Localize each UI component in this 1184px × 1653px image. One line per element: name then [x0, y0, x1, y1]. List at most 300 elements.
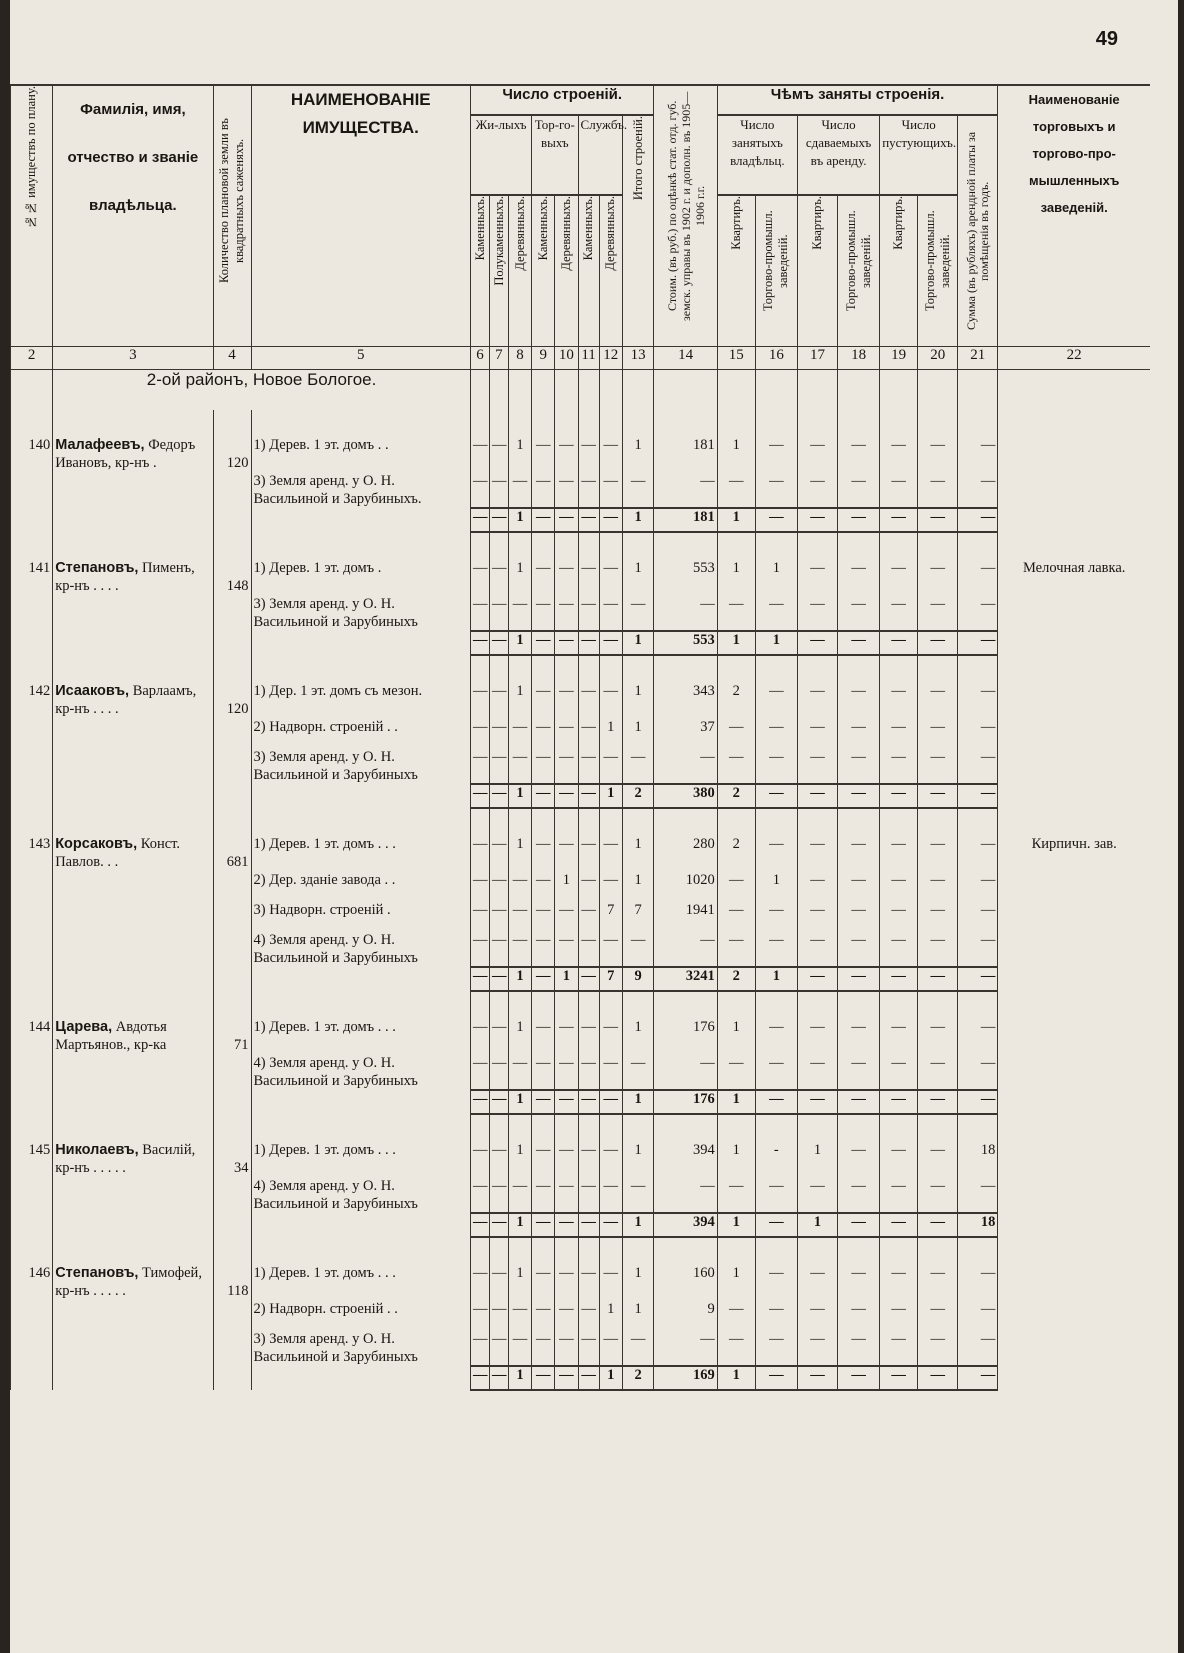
cell-value: —	[470, 835, 489, 871]
cell-value: —	[838, 748, 880, 784]
total-value: —	[918, 631, 958, 655]
total-value: —	[755, 1213, 797, 1237]
cell-value: —	[958, 748, 998, 784]
cell-value: 181	[654, 436, 717, 472]
total-value: —	[797, 1090, 837, 1114]
owner-details: Варлаамъ, кр-нъ . . . .	[55, 683, 197, 717]
land-area-value: 120	[226, 701, 249, 717]
cell-value: —	[599, 682, 622, 718]
total-value: —	[470, 508, 489, 532]
cell-value: 1	[508, 1018, 531, 1054]
cell-value: —	[797, 1264, 837, 1300]
total-value: —	[838, 631, 880, 655]
cell-value: —	[654, 472, 717, 508]
total-value: —	[489, 1213, 508, 1237]
cell-value: 1	[508, 559, 531, 595]
property-item-row	[11, 1141, 1151, 1177]
cell-value: —	[755, 901, 797, 931]
total-value: —	[555, 1213, 578, 1237]
cell-value: —	[555, 1264, 578, 1300]
entry-number: 140	[11, 436, 53, 472]
land-area	[213, 1141, 251, 1177]
owner-details: Тимофей, кр-нъ . . . . .	[55, 1265, 202, 1299]
header-owner-apartments: Квартиръ.	[717, 195, 755, 347]
column-number: 17	[797, 347, 837, 370]
cell-value: —	[622, 1177, 654, 1213]
cell-value: —	[599, 931, 622, 967]
cell-value: —	[838, 1264, 880, 1300]
cell-value: —	[555, 1177, 578, 1213]
cell-value: 1	[717, 1141, 755, 1177]
owner-name	[53, 1141, 213, 1177]
cell-value: —	[622, 1054, 654, 1090]
header-trade-names: Наименованіе торговыхъ и торгово-про- мышленныхъ заведеній.	[998, 85, 1150, 347]
total-value: —	[532, 1213, 555, 1237]
cell-value: 1	[622, 871, 654, 901]
cell-value: —	[958, 1054, 998, 1090]
cell-value: —	[755, 472, 797, 508]
total-value: —	[918, 784, 958, 808]
header-living: Жи-лыхъ	[470, 115, 531, 195]
cell-value: —	[880, 1141, 918, 1177]
entry-total-row	[11, 784, 1151, 808]
land-area	[213, 1264, 251, 1300]
cell-value: —	[797, 1177, 837, 1213]
header-service: Службъ.	[578, 115, 622, 195]
cell-value: —	[958, 1264, 998, 1300]
cell-value: —	[654, 595, 717, 631]
cell-value: —	[918, 931, 958, 967]
cell-value: —	[470, 1177, 489, 1213]
cell-value: —	[508, 472, 531, 508]
entry-total-row	[11, 1213, 1151, 1237]
cell-value: —	[838, 718, 880, 748]
cell-value: —	[508, 1177, 531, 1213]
cell-value: 1	[717, 1264, 755, 1300]
cell-value: —	[880, 1264, 918, 1300]
cell-value: 1	[622, 1141, 654, 1177]
total-value: —	[958, 1366, 998, 1390]
cell-value: —	[918, 1300, 958, 1330]
total-value: 1	[755, 967, 797, 991]
total-value: —	[599, 1090, 622, 1114]
cell-value: —	[797, 1330, 837, 1366]
cell-value: —	[599, 1141, 622, 1177]
cell-value: —	[755, 1264, 797, 1300]
total-value: —	[470, 784, 489, 808]
total-value: —	[918, 967, 958, 991]
property-item-row	[11, 871, 1151, 901]
cell-value: 1	[555, 871, 578, 901]
cell-value: —	[532, 559, 555, 595]
property-name: 1) Дерев. 1 эт. домъ . . .	[251, 1264, 470, 1300]
cell-value: —	[532, 1264, 555, 1300]
cell-value: —	[470, 472, 489, 508]
total-value: —	[599, 1213, 622, 1237]
cell-value: —	[797, 1018, 837, 1054]
property-item-row	[11, 1264, 1151, 1300]
total-value: 7	[599, 967, 622, 991]
cell-value: —	[654, 931, 717, 967]
cell-value: —	[918, 748, 958, 784]
cell-value: —	[880, 1330, 918, 1366]
cell-value: —	[555, 472, 578, 508]
cell-value: 1	[622, 1264, 654, 1300]
cell-value: —	[918, 718, 958, 748]
total-value: 18	[958, 1213, 998, 1237]
cell-value: —	[578, 835, 599, 871]
cell-value: —	[599, 1177, 622, 1213]
cell-value: —	[838, 1177, 880, 1213]
column-number: 13	[622, 347, 654, 370]
cell-value: 1	[797, 1141, 837, 1177]
cell-value: —	[489, 1018, 508, 1054]
cell-value: —	[918, 1330, 958, 1366]
header-service-wooden: Деревянныхъ.	[599, 195, 622, 347]
entry-number: 141	[11, 559, 53, 595]
cell-value: —	[958, 718, 998, 748]
cell-value: 1020	[654, 871, 717, 901]
cell-value: 2	[717, 682, 755, 718]
cell-value: —	[578, 718, 599, 748]
land-area-value: 681	[226, 854, 249, 870]
total-value: —	[958, 631, 998, 655]
cell-value: 394	[654, 1141, 717, 1177]
header-owner-occupied: Число занятыхъ владѣльц.	[717, 115, 797, 195]
total-value: —	[489, 508, 508, 532]
cell-value: —	[755, 436, 797, 472]
land-area	[213, 436, 251, 472]
cell-value: —	[578, 1141, 599, 1177]
cell-value: —	[880, 1054, 918, 1090]
total-value: 1	[717, 1090, 755, 1114]
total-value: 1	[508, 1366, 531, 1390]
total-value: —	[489, 784, 508, 808]
cell-value: —	[958, 595, 998, 631]
cell-value: —	[489, 748, 508, 784]
total-value: —	[532, 508, 555, 532]
land-area-value: 148	[226, 578, 249, 594]
cell-value: —	[755, 718, 797, 748]
total-value: 1	[717, 1213, 755, 1237]
property-name: 1) Дер. 1 эт. домъ съ мезон.	[251, 682, 470, 718]
cell-value: —	[958, 436, 998, 472]
total-value: 1	[508, 508, 531, 532]
trade-establishment	[998, 1018, 1150, 1054]
total-value: 176	[654, 1090, 717, 1114]
total-value: 1	[555, 967, 578, 991]
cell-value: —	[470, 931, 489, 967]
cell-value: 2	[717, 835, 755, 871]
cell-value: —	[717, 472, 755, 508]
cell-value: —	[838, 559, 880, 595]
total-value: —	[755, 1366, 797, 1390]
cell-value: —	[489, 1300, 508, 1330]
cell-value: —	[958, 559, 998, 595]
cell-value: —	[489, 871, 508, 901]
cell-value: —	[880, 871, 918, 901]
cell-value: —	[470, 748, 489, 784]
cell-value: —	[470, 1141, 489, 1177]
total-value: —	[838, 1090, 880, 1114]
header-rent-apartments: Квартиръ.	[797, 195, 837, 347]
district-title: 2-ой районъ, Новое Бологое.	[53, 370, 471, 411]
entry-total-row	[11, 631, 1151, 655]
cell-value: —	[470, 871, 489, 901]
cell-value: —	[578, 559, 599, 595]
cell-value: —	[470, 436, 489, 472]
property-name: 1) Дерев. 1 эт. домъ .	[251, 559, 470, 595]
header-land-area: Количество плановой земли въ квадратныхъ саженяхъ.	[213, 85, 251, 347]
cell-value: —	[470, 901, 489, 931]
cell-value: 1	[622, 436, 654, 472]
cell-value: —	[599, 1054, 622, 1090]
cell-value: —	[532, 1330, 555, 1366]
property-item-row	[11, 1177, 1151, 1213]
total-value: —	[880, 1213, 918, 1237]
property-item-row	[11, 718, 1151, 748]
total-value: —	[532, 967, 555, 991]
cell-value: —	[508, 1054, 531, 1090]
column-number: 19	[880, 347, 918, 370]
total-value: —	[578, 1090, 599, 1114]
entry-total-row	[11, 1090, 1151, 1114]
total-value: —	[838, 508, 880, 532]
header-rent-sum: Сумма (въ рубляхъ) арендной платы за помѣщенія въ годъ.	[958, 115, 998, 347]
header-trade-stone: Каменныхъ.	[532, 195, 555, 347]
cell-value: —	[717, 1177, 755, 1213]
cell-value: 7	[599, 901, 622, 931]
cell-value: —	[532, 1300, 555, 1330]
cell-value: —	[838, 1054, 880, 1090]
cell-value: —	[578, 1018, 599, 1054]
cell-value: —	[918, 1018, 958, 1054]
total-value: —	[958, 784, 998, 808]
total-value: 1	[622, 1090, 654, 1114]
cell-value: —	[838, 472, 880, 508]
spacer-row	[11, 410, 1151, 436]
cell-value: —	[555, 835, 578, 871]
column-number: 11	[578, 347, 599, 370]
total-value: —	[532, 1366, 555, 1390]
total-value: —	[838, 784, 880, 808]
total-value: —	[555, 1366, 578, 1390]
cell-value: —	[838, 871, 880, 901]
total-value: 1	[599, 784, 622, 808]
total-value: 1	[508, 631, 531, 655]
cell-value: 1	[622, 835, 654, 871]
column-number: 15	[717, 347, 755, 370]
total-value: 553	[654, 631, 717, 655]
cell-value: —	[880, 718, 918, 748]
total-value: —	[880, 967, 918, 991]
property-item-row	[11, 559, 1151, 595]
owner-surname: Малафеевъ,	[55, 437, 145, 453]
column-number: 7	[489, 347, 508, 370]
property-name: 3) Земля аренд. у О. Н. Васильиной и Зарубиныхъ	[251, 748, 470, 784]
total-value: —	[578, 1366, 599, 1390]
cell-value: —	[797, 595, 837, 631]
cell-value: —	[470, 1054, 489, 1090]
cell-value: —	[838, 1300, 880, 1330]
total-value: —	[489, 1090, 508, 1114]
cell-value: —	[508, 871, 531, 901]
cell-value: 1	[508, 682, 531, 718]
total-value: —	[918, 1366, 958, 1390]
cell-value: —	[797, 436, 837, 472]
land-area-value: 118	[227, 1283, 249, 1299]
property-item-row	[11, 835, 1151, 871]
cell-value: —	[918, 871, 958, 901]
column-number: 18	[838, 347, 880, 370]
column-number: 9	[532, 347, 555, 370]
cell-value: —	[880, 682, 918, 718]
cell-value: —	[958, 682, 998, 718]
cell-value: —	[880, 595, 918, 631]
total-value: 1	[508, 1213, 531, 1237]
cell-value: —	[622, 1330, 654, 1366]
total-value: —	[880, 784, 918, 808]
header-empty-trade: Торгово-промышл. заведеній.	[918, 195, 958, 347]
total-value: —	[918, 1213, 958, 1237]
cell-value: —	[555, 595, 578, 631]
owner-name	[53, 835, 213, 871]
cell-value: —	[555, 748, 578, 784]
cell-value: —	[489, 1054, 508, 1090]
cell-value: —	[838, 1330, 880, 1366]
cell-value: —	[654, 1177, 717, 1213]
cell-value: —	[599, 871, 622, 901]
cell-value: —	[755, 1300, 797, 1330]
cell-value: —	[880, 901, 918, 931]
spacer-row	[11, 991, 1151, 1018]
cell-value: —	[555, 1330, 578, 1366]
cell-value: —	[508, 595, 531, 631]
owner-details: Василій, кр-нъ . . . . .	[55, 1142, 196, 1176]
cell-value: -	[755, 1141, 797, 1177]
cell-value: —	[578, 595, 599, 631]
cell-value: 9	[654, 1300, 717, 1330]
total-value: 1	[622, 631, 654, 655]
cell-value: —	[958, 1177, 998, 1213]
cell-value: —	[532, 931, 555, 967]
cell-value: —	[578, 871, 599, 901]
cell-value: —	[880, 748, 918, 784]
cell-value: —	[470, 682, 489, 718]
cell-value: —	[717, 718, 755, 748]
cell-value: —	[578, 931, 599, 967]
owner-name	[53, 436, 213, 472]
total-value: 169	[654, 1366, 717, 1390]
cell-value: —	[918, 436, 958, 472]
cell-value: 1	[599, 718, 622, 748]
cell-value: 343	[654, 682, 717, 718]
total-value: —	[532, 1090, 555, 1114]
cell-value: —	[958, 901, 998, 931]
trade-establishment	[998, 1264, 1150, 1300]
cell-value: 7	[622, 901, 654, 931]
cell-value: —	[654, 748, 717, 784]
total-value: —	[880, 1090, 918, 1114]
header-owner-trade: Торгово-промышл. заведеній.	[755, 195, 797, 347]
total-value: —	[599, 508, 622, 532]
header-empty-apartments: Квартиръ.	[880, 195, 918, 347]
cell-value: —	[918, 835, 958, 871]
cell-value: 18	[958, 1141, 998, 1177]
cell-value: —	[578, 1264, 599, 1300]
cell-value: —	[958, 472, 998, 508]
header-trade: Тор-го-выхъ	[532, 115, 578, 195]
total-value: 2	[622, 784, 654, 808]
cell-value: —	[797, 931, 837, 967]
entry-number: 144	[11, 1018, 53, 1054]
property-item-row	[11, 682, 1151, 718]
cell-value: —	[508, 748, 531, 784]
column-number: 10	[555, 347, 578, 370]
total-value: —	[532, 784, 555, 808]
cell-value: —	[599, 1330, 622, 1366]
cell-value: —	[918, 1264, 958, 1300]
property-name: 4) Земля аренд. у О. Н. Васильиной и Зарубиныхъ	[251, 1177, 470, 1213]
property-name: 2) Надворн. строеній . .	[251, 1300, 470, 1330]
land-area	[213, 682, 251, 718]
total-value: —	[489, 967, 508, 991]
land-area-value: 71	[234, 1037, 249, 1053]
cell-value: —	[918, 682, 958, 718]
property-item-row	[11, 436, 1151, 472]
column-number: 22	[998, 347, 1150, 370]
total-value: —	[797, 508, 837, 532]
cell-value: —	[555, 931, 578, 967]
total-value: —	[578, 967, 599, 991]
entry-number: 146	[11, 1264, 53, 1300]
total-value: —	[755, 1090, 797, 1114]
cell-value: —	[622, 472, 654, 508]
cell-value: —	[599, 559, 622, 595]
entry-number: 143	[11, 835, 53, 871]
cell-value: 1	[755, 871, 797, 901]
column-number: 5	[251, 347, 470, 370]
cell-value: —	[838, 1141, 880, 1177]
owner-name	[53, 1264, 213, 1300]
total-value: 1	[508, 784, 531, 808]
column-number: 6	[470, 347, 489, 370]
total-value: —	[555, 508, 578, 532]
header-trade-wooden: Деревянныхъ.	[555, 195, 578, 347]
cell-value: —	[555, 1054, 578, 1090]
entry-number: 145	[11, 1141, 53, 1177]
cell-value: —	[532, 472, 555, 508]
trade-establishment: Мелочная лавка.	[998, 559, 1150, 595]
entry-total-row	[11, 967, 1151, 991]
header-living-stone: Каменныхъ.	[470, 195, 489, 347]
cell-value: —	[918, 1141, 958, 1177]
property-name: 3) Земля аренд. у О. Н. Васильиной и Зарубиныхъ.	[251, 472, 470, 508]
cell-value: —	[578, 901, 599, 931]
cell-value: 1	[755, 559, 797, 595]
cell-value: —	[622, 931, 654, 967]
cell-value: —	[599, 436, 622, 472]
column-number: 8	[508, 347, 531, 370]
trade-establishment: Кирпичн. зав.	[998, 835, 1150, 871]
cell-value: —	[838, 835, 880, 871]
total-value: —	[958, 967, 998, 991]
cell-value: —	[654, 1054, 717, 1090]
property-item-row	[11, 1300, 1151, 1330]
total-value: —	[578, 631, 599, 655]
spacer-row	[11, 655, 1151, 682]
cell-value: —	[599, 1264, 622, 1300]
